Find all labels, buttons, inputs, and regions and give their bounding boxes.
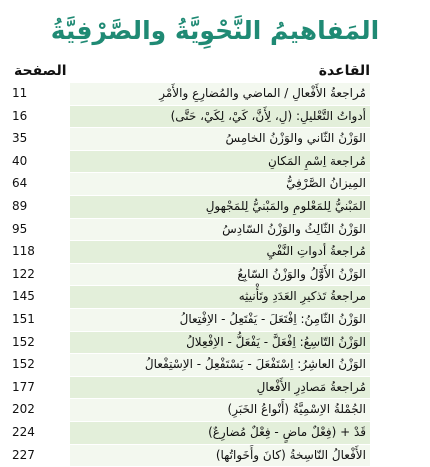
page-number: 224 [12, 422, 56, 444]
table-row [70, 309, 370, 332]
contents-table [70, 83, 370, 467]
rule-text: الوَزْنُ التّاسِعُ: اِفْعَلَّ - يَفْعَلُّ - الاِفْعِلالُ [186, 332, 366, 354]
table-row [70, 173, 370, 196]
page-number: 145 [12, 286, 56, 308]
rule-text: أدواتُ التَّعْليلِ: (لِ، لِأَنَّ، كَيْ، لِكَيْ، حَتَّى) [171, 106, 366, 128]
rule-text: مُراجعةُ الأَفْعالِ / الماضي والمُضارِعِ والأَمْرِ [159, 83, 366, 105]
table-row [70, 422, 370, 445]
rule-text: الأَفْعالُ النّاسِخةُ (كانَ وأَخَواتُها) [216, 445, 366, 467]
page-number: 152 [12, 332, 56, 354]
page-number: 40 [12, 151, 56, 173]
page-number: 89 [12, 196, 56, 218]
rule-text: الوَزْنُ الأَوَّلُ والوَزْنُ السّابِعُ [237, 264, 366, 286]
page-number: 151 [12, 309, 56, 331]
table-row [70, 332, 370, 355]
rule-text: قَدْ + (فِعْلٌ ماضٍ - فِعْلٌ مُضارِعٌ) [208, 422, 366, 444]
page-number: 118 [12, 241, 56, 263]
table-row [70, 196, 370, 219]
page-number: 64 [12, 173, 56, 195]
rule-text: المَبْنيُّ لِلمَعْلومِ والمَبْنيُّ لِلمَجْهولِ [206, 196, 366, 218]
page-number: 152 [12, 354, 56, 376]
table-row [70, 264, 370, 287]
page-number: 202 [12, 399, 56, 421]
rule-text: مراجعةُ تَذكيرِ العَدَدِ وتَأْنيثِه [239, 286, 366, 308]
header-page: الصفحة [14, 63, 67, 79]
rule-text: الوَزْنُ الثّامِنُ: اِفْتَعَلَ - يَفْتَعِلُ - الاِفْتِعالُ [180, 309, 366, 331]
page-number: 35 [12, 128, 56, 150]
table-row [70, 445, 370, 467]
table-header [70, 63, 370, 83]
rule-text: الوَزْنُ العاشِرُ: اِسْتَفْعَلَ - يَسْتَفْعِلُ - الاِسْتِفْعالُ [145, 354, 366, 376]
table-row [70, 83, 370, 106]
page-number: 122 [12, 264, 56, 286]
table-row [70, 377, 370, 400]
page-number: 177 [12, 377, 56, 399]
table-row [70, 241, 370, 264]
rule-text: الجُمْلةُ الاِسْمِيَّةُ (أَنْواعُ الخَبَرِ) [228, 399, 366, 421]
table-row [70, 106, 370, 129]
rule-text: مُراجعةُ أدواتِ النَّفْيِ [267, 241, 366, 263]
rule-text: مُراجعة اِسْمِ المَكانِ [268, 151, 366, 173]
table-row [70, 219, 370, 242]
page-number: 227 [12, 445, 56, 467]
page-title: المَفاهيمُ النَّحْوِيَّةُ والصَّرْفِيَّةُ [0, 14, 430, 48]
table-row [70, 151, 370, 174]
rule-text: مُراجعةُ مَصادِرِ الأَفْعالِ [257, 377, 366, 399]
rule-text: المِيزانُ الصَّرْفِيُّ [286, 173, 366, 195]
rule-text: الوَزْنُ الثّاني والوَزْنُ الخامِسُ [225, 128, 366, 150]
rule-text: الوَزْنُ الثّالِثُ والوَزْنُ السّادِسُ [222, 219, 366, 241]
page-number: 16 [12, 106, 56, 128]
table-row [70, 286, 370, 309]
header-rule: القاعدة [319, 63, 370, 79]
title-band [0, 0, 430, 60]
page-number: 95 [12, 219, 56, 241]
page-number: 11 [12, 83, 56, 105]
table-row [70, 354, 370, 377]
table-row [70, 128, 370, 151]
table-row [70, 399, 370, 422]
